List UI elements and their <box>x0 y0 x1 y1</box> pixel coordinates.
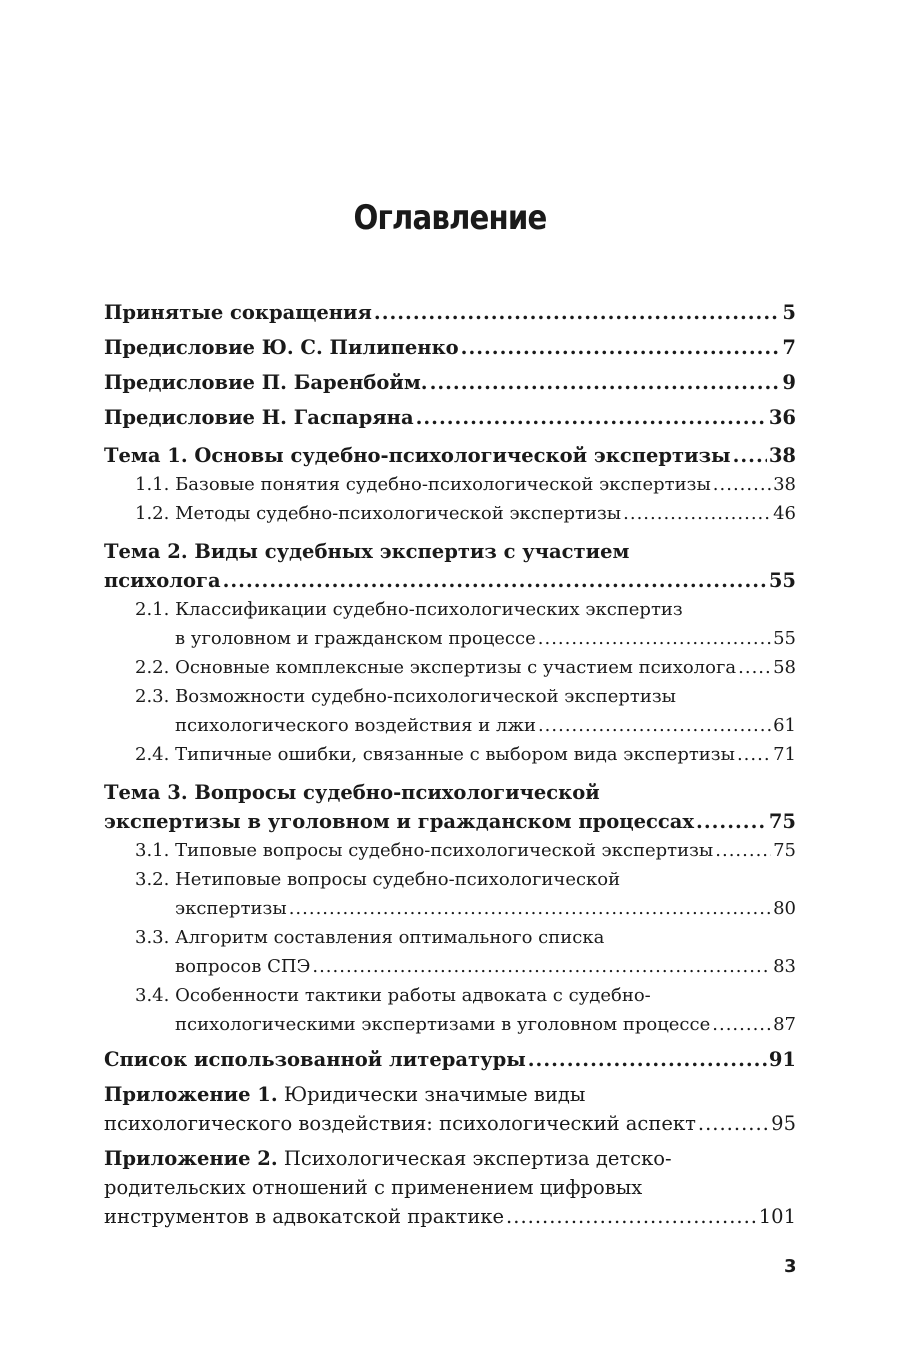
toc-entry-line <box>104 566 796 595</box>
dot-leader <box>696 807 767 836</box>
toc-page-number: 46 <box>773 503 796 524</box>
toc-entry-label: 2.4. Типичные ошибки, связанные с выбором вида экспертизы <box>135 744 735 765</box>
toc-entry-line <box>104 1010 796 1039</box>
toc-entry-label: 3.1. Типовые вопросы судебно-психологической экспертизы <box>135 840 714 861</box>
toc-entry-line <box>104 537 796 566</box>
toc-entry-line <box>104 981 796 1010</box>
toc-entry-label: 3.3. Алгоритм составления оптимального списка <box>135 927 605 948</box>
dot-leader <box>289 894 771 923</box>
toc-entry-label: 2.1. Классификации судебно-психологических экспертиз <box>135 599 683 620</box>
toc-entry-label: 2.3. Возможности судебно-психологической экспертизы <box>135 686 676 707</box>
toc-entry-label: психологическими экспертизами в уголовном процессе <box>175 1014 711 1035</box>
toc-page-number: 55 <box>773 628 796 649</box>
page-title: Оглавление <box>353 198 547 238</box>
toc-entry-label: экспертизы <box>175 898 287 919</box>
dot-leader <box>733 441 767 470</box>
dot-leader <box>698 1109 769 1138</box>
toc-entry-label: вопросов СПЭ <box>175 956 311 977</box>
toc-entry-line <box>104 711 796 740</box>
dot-leader <box>712 1010 771 1039</box>
toc-entry-topic-3[interactable] <box>104 778 796 836</box>
toc-entry-label: инструментов в адвокатской практике <box>104 1205 505 1228</box>
toc-page-number: 71 <box>773 744 796 765</box>
toc-entry-label: Предисловие Ю. С. Пилипенко <box>104 336 459 359</box>
toc-page-number: 101 <box>758 1205 796 1228</box>
toc-entry-appendix-1[interactable] <box>104 1080 796 1138</box>
toc-entry-line <box>104 952 796 981</box>
toc-entry-line <box>104 682 796 711</box>
dot-leader <box>538 711 771 740</box>
toc-entry-label: родительских отношений с применением цифровых <box>104 1176 643 1199</box>
table-of-contents <box>104 298 796 1231</box>
toc-entry-topic-1[interactable] <box>104 441 796 470</box>
page-number: 3 <box>784 1256 797 1277</box>
toc-page-number: 87 <box>773 1014 796 1035</box>
toc-entry-label: экспертизы в уголовном и гражданском процессах <box>104 810 695 833</box>
toc-entry-line <box>104 595 796 624</box>
toc-entry-line <box>104 807 796 836</box>
toc-entry-line <box>104 1144 796 1173</box>
toc-entry-label: 3.4. Особенности тактики работы адвоката с судебно- <box>135 985 651 1006</box>
toc-entry-label: в уголовном и гражданском процессе <box>175 628 536 649</box>
toc-entry-label <box>104 1144 672 1173</box>
appendix-title: Юридически значимые виды <box>277 1083 586 1106</box>
toc-entry-3-4[interactable] <box>104 981 796 1039</box>
dot-leader <box>737 740 771 769</box>
toc-page-number: 75 <box>768 810 796 833</box>
toc-entry-3-1[interactable] <box>104 836 796 865</box>
toc-page-number: 7 <box>782 336 796 359</box>
toc-entry-line <box>104 1202 796 1231</box>
toc-entry-label: Предисловие Н. Гаспаряна <box>104 406 414 429</box>
toc-page-number: 80 <box>773 898 796 919</box>
toc-entry-line <box>104 865 796 894</box>
toc-entry-label: 2.2. Основные комплексные экспертизы с участием психолога <box>135 657 737 678</box>
toc-page-number: 91 <box>768 1048 796 1071</box>
toc-page-number: 38 <box>773 474 796 495</box>
dot-leader <box>223 566 767 595</box>
toc-page-number: 9 <box>782 371 796 394</box>
toc-entry-appendix-2[interactable] <box>104 1144 796 1231</box>
toc-page-number: 55 <box>768 569 796 592</box>
toc-entry-label: Тема 1. Основы судебно-психологической экспертизы <box>104 444 731 467</box>
toc-page-number: 36 <box>768 406 796 429</box>
dot-leader <box>528 1045 767 1074</box>
toc-entry-line <box>104 1080 796 1109</box>
appendix-prefix: Приложение 2. <box>104 1147 278 1170</box>
toc-entry-label: Предисловие П. Баренбойм. <box>104 371 428 394</box>
dot-leader <box>416 403 767 432</box>
toc-entry-label: Список использованной литературы <box>104 1048 526 1071</box>
toc-entry-label: Тема 3. Вопросы судебно-психологической <box>104 781 600 804</box>
toc-entry-preface-barenboim[interactable] <box>104 368 796 397</box>
toc-entry-line <box>104 778 796 807</box>
toc-entry-line <box>104 624 796 653</box>
toc-entry-line <box>104 894 796 923</box>
toc-entry-line <box>104 1173 796 1202</box>
dot-leader <box>430 368 781 397</box>
toc-entry-2-3[interactable] <box>104 682 796 740</box>
dot-leader <box>623 499 771 528</box>
appendix-title: Психологическая экспертиза детско- <box>277 1147 672 1170</box>
toc-entry-abbreviations[interactable] <box>104 298 796 327</box>
toc-entry-label: психологического воздействия и лжи <box>175 715 536 736</box>
toc-entry-topic-2[interactable] <box>104 537 796 595</box>
toc-page-number: 61 <box>773 715 796 736</box>
toc-entry-3-3[interactable] <box>104 923 796 981</box>
toc-entry-label: Принятые сокращения <box>104 301 372 324</box>
toc-entry-label: Тема 2. Виды судебных экспертиз с участием <box>104 540 630 563</box>
toc-page-number: 95 <box>771 1112 796 1135</box>
toc-entry-bibliography[interactable] <box>104 1045 796 1074</box>
toc-page-number: 83 <box>773 956 796 977</box>
toc-entry-3-2[interactable] <box>104 865 796 923</box>
dot-leader <box>538 624 771 653</box>
dot-leader <box>374 298 781 327</box>
dot-leader <box>713 470 771 499</box>
toc-entry-preface-pilipenko[interactable] <box>104 333 796 362</box>
toc-entry-line <box>104 1109 796 1138</box>
toc-entry-label: 1.1. Базовые понятия судебно-психологической экспертизы <box>135 474 711 495</box>
toc-page-number: 75 <box>773 840 796 861</box>
toc-entry-2-4[interactable] <box>104 740 796 769</box>
toc-entry-label: психолога <box>104 569 221 592</box>
dot-leader <box>461 333 781 362</box>
dot-leader <box>738 653 771 682</box>
toc-entry-label: психологического воздействия: психологический аспект <box>104 1112 696 1135</box>
dot-leader <box>506 1202 757 1231</box>
toc-entry-1-2[interactable] <box>104 499 796 528</box>
toc-entry-label <box>104 1080 585 1109</box>
toc-page-number: 58 <box>773 657 796 678</box>
dot-leader <box>312 952 771 981</box>
toc-page-number: 38 <box>768 444 796 467</box>
dot-leader <box>715 836 771 865</box>
toc-entry-1-1[interactable] <box>104 470 796 499</box>
toc-entry-label: 3.2. Нетиповые вопросы судебно-психологической <box>135 869 621 890</box>
toc-entry-label: 1.2. Методы судебно-психологической экспертизы <box>135 503 622 524</box>
appendix-prefix: Приложение 1. <box>104 1083 278 1106</box>
toc-entry-preface-gasparyan[interactable] <box>104 403 796 432</box>
toc-page-number: 5 <box>782 301 796 324</box>
toc-entry-line <box>104 923 796 952</box>
toc-entry-2-2[interactable] <box>104 653 796 682</box>
toc-entry-2-1[interactable] <box>104 595 796 653</box>
